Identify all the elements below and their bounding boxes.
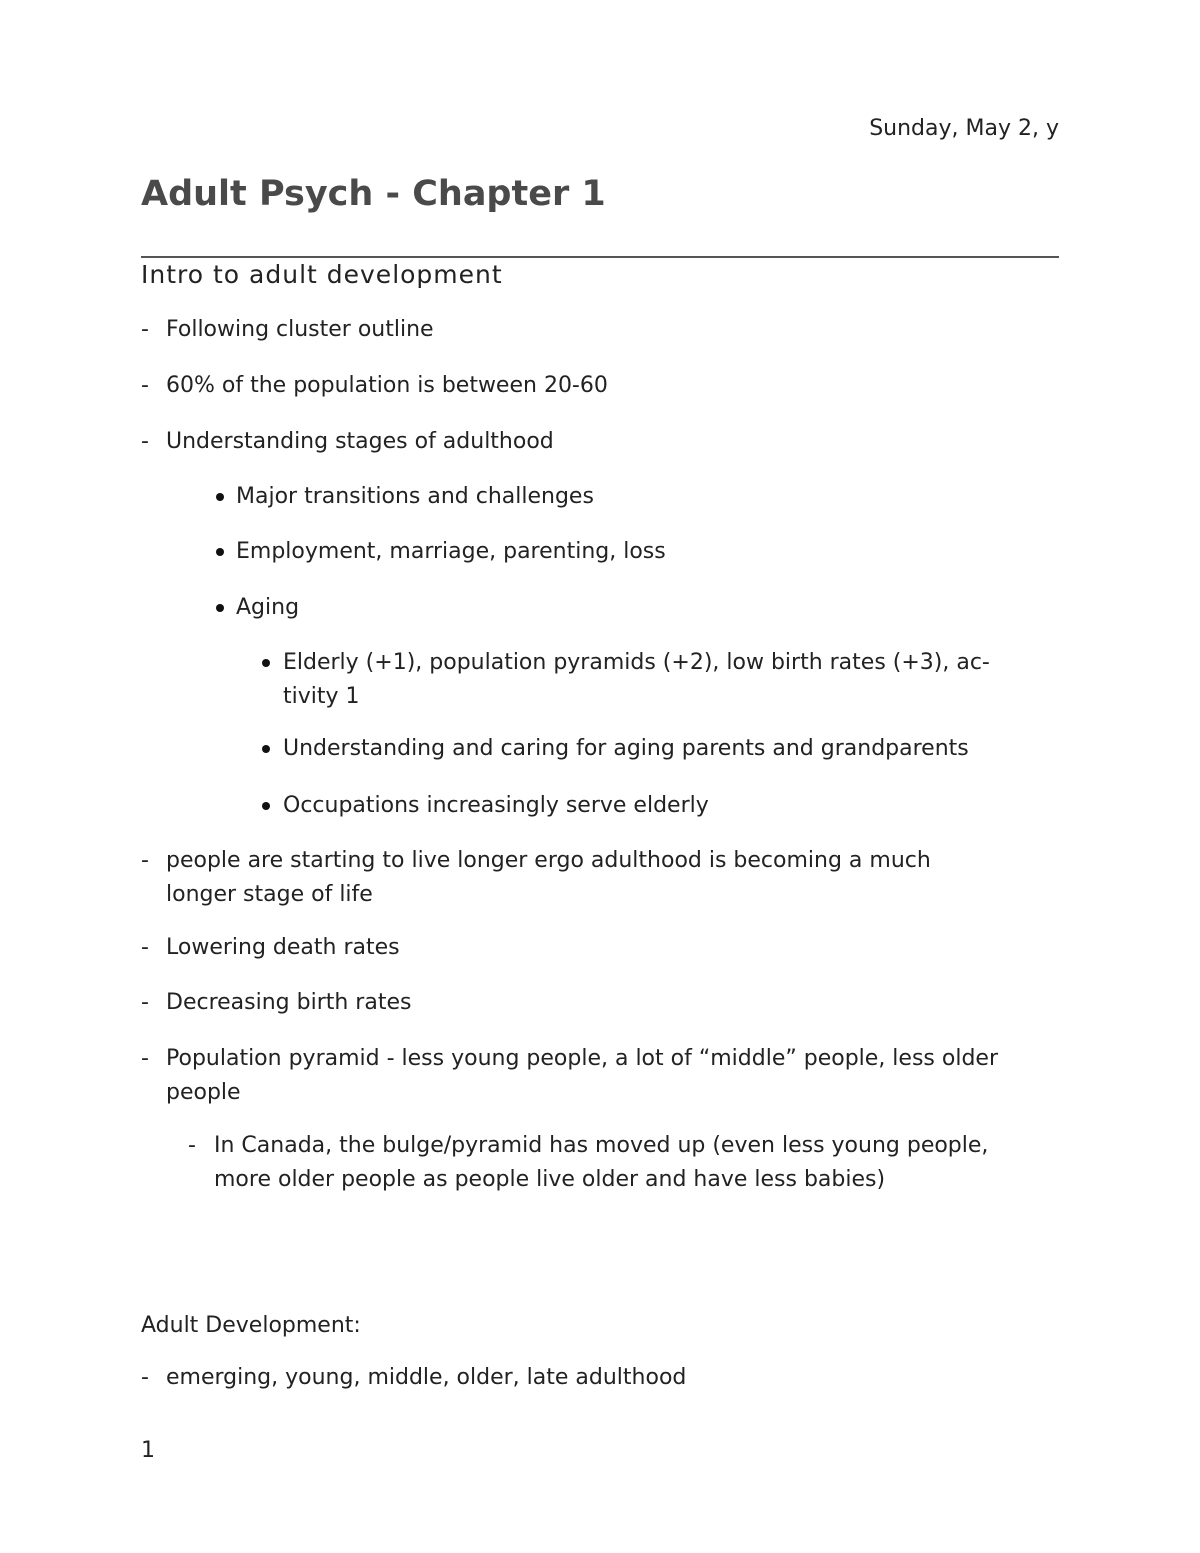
dash-bullet: - — [141, 1365, 149, 1390]
note-item-continued: people — [166, 1080, 241, 1105]
note-subsubitem-continued: tivity 1 — [283, 684, 360, 709]
bullet-dot — [216, 548, 224, 556]
note-subitem: In Canada, the bulge/pyramid has moved up (even less young people, — [214, 1133, 989, 1158]
date-label: Sunday, May 2, y — [869, 116, 1059, 141]
note-item: Decreasing birth rates — [166, 990, 412, 1015]
note-subitem: Employment, marriage, parenting, loss — [236, 539, 666, 564]
note-item: Understanding stages of adulthood — [166, 429, 554, 454]
note-item: Lowering death rates — [166, 935, 400, 960]
note-item: people are starting to live longer ergo adulthood is becoming a much — [166, 848, 931, 873]
section-heading: Adult Development: — [141, 1313, 361, 1338]
dash-bullet: - — [141, 990, 149, 1015]
title-divider — [141, 256, 1059, 258]
page-number: 1 — [141, 1438, 155, 1463]
note-item: emerging, young, middle, older, late adulthood — [166, 1365, 687, 1390]
dash-bullet: - — [188, 1133, 196, 1158]
note-subsubitem: Understanding and caring for aging parents and grandparents — [283, 736, 969, 761]
note-item-continued: longer stage of life — [166, 882, 373, 907]
note-subsubitem: Occupations increasingly serve elderly — [283, 793, 709, 818]
note-subitem: Major transitions and challenges — [236, 484, 594, 509]
dash-bullet: - — [141, 848, 149, 873]
dash-bullet: - — [141, 935, 149, 960]
page-title: Adult Psych - Chapter 1 — [141, 174, 606, 214]
bullet-dot — [216, 493, 224, 501]
note-subitem-continued: more older people as people live older and have less babies) — [214, 1167, 886, 1192]
dash-bullet: - — [141, 317, 149, 342]
note-subitem: Aging — [236, 595, 300, 620]
dash-bullet: - — [141, 373, 149, 398]
dash-bullet: - — [141, 1046, 149, 1071]
bullet-dot — [262, 745, 270, 753]
bullet-dot — [216, 604, 224, 612]
note-item: Population pyramid - less young people, a lot of “middle” people, less older — [166, 1046, 998, 1071]
note-item: Following cluster outline — [166, 317, 434, 342]
section-subtitle: Intro to adult development — [141, 260, 503, 289]
dash-bullet: - — [141, 429, 149, 454]
note-subsubitem: Elderly (+1), population pyramids (+2), low birth rates (+3), ac- — [283, 650, 990, 675]
bullet-dot — [262, 659, 270, 667]
note-item: 60% of the population is between 20-60 — [166, 373, 608, 398]
bullet-dot — [262, 802, 270, 810]
